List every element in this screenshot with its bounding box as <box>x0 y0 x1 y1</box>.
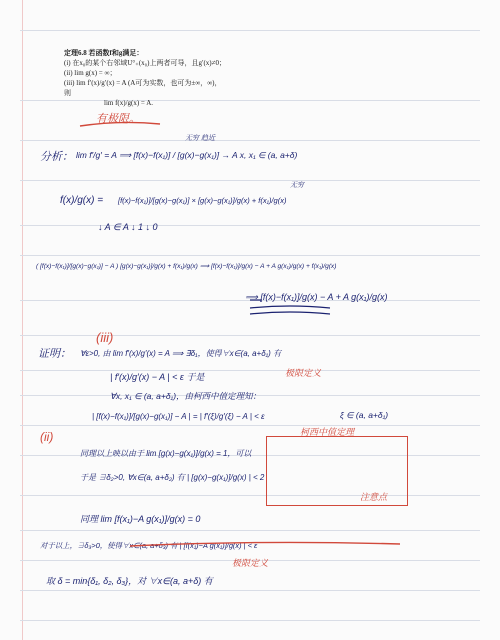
step-two: ( [f(x)−f(x₁)]/[g(x)−g(x₁)] − A ) [g(x)−g(x₁)]/g(x) + f(x₁)/g(x) ⟹ [f(x)−f(x₁)]/g(x) − A + A g(x₁)/g(x) + f(x₁)/g(x) <box>36 263 337 270</box>
condition-2: (ii) lim g(x) = ∞； <box>64 69 117 77</box>
proof-line-9: 取 δ = min{δ₁, δ₂, δ₃}，对 ∀x∈(a, a+δ) 有 <box>46 576 213 586</box>
theorem-title: 定理6.8 若函数f和g满足： <box>64 49 144 57</box>
tag-infinity: 无穷 <box>290 182 304 189</box>
tag-approach: 无穷 趋近 <box>185 135 215 142</box>
condition-1: (i) 在x₀的某个右邻域U°₊(x₀)上两者可导，且g′(x)≠0； <box>64 59 226 67</box>
note-limit-definition-2: 极限定义 <box>232 558 269 568</box>
analysis-expression: lim f′/g′ = A ⟹ [f(x)−f(x₁)] / [g(x)−g(x₁)] → A x, x₁ ∈ (a, a+δ) <box>76 150 298 160</box>
proof-line-1: ∀ε>0, 由 lim f′(x)/g′(x) = A ⟹ ∃δ₁，使得∀x∈(a, a+δ₁) 有 <box>80 349 282 358</box>
proof-line-4: | [f(x)−f(x₁)]/[g(x)−g(x₁)] − A | = | f′(ξ)/g′(ξ) − A | < ε <box>92 412 265 421</box>
then-label: 则 <box>64 89 71 97</box>
limit-arrows: ↓ A ∈ A ↓ 1 ↓ 0 <box>98 222 158 232</box>
proof-line-3: ∀x, x₁ ∈ (a, a+δ₁)，由柯西中值定理知： <box>110 391 262 401</box>
marker-ii: (ii) <box>40 430 54 444</box>
decomposition-right: [f(x)−f(x₁)]/[g(x)−g(x₁)] × [g(x)−g(x₁)]/g(x) + f(x₁)/g(x) <box>118 196 287 205</box>
conclusion: lim f(x)/g(x) = A. <box>104 99 154 107</box>
proof-line-2: | f′(x)/g′(x) − A | < ε 于是 <box>110 372 205 382</box>
xi-range: ξ ∈ (a, a+δ₁) <box>340 410 389 420</box>
analysis-label: 分析： <box>40 151 73 163</box>
marker-iii: (iii) <box>96 330 114 345</box>
decomposition-left: f(x)/g(x) = <box>60 195 104 206</box>
proof-line-7: 同理 lim [f(x₁)−A g(x₁)]/g(x) = 0 <box>80 514 201 524</box>
proof-line-6: 于是 ∃δ₂>0, ∀x∈(a, a+δ₂) 有 | [g(x)−g(x₁)]/g(x) | < 2 <box>80 473 265 482</box>
proof-label: 证明： <box>38 348 71 360</box>
step-three: ⟹ [f(x)−f(x₁)]/g(x) − A + A g(x₁)/g(x) <box>245 292 388 302</box>
condition-3: (iii) lim f′(x)/g′(x) = A (A可为实数，也可为±∞，∞)， <box>64 79 222 87</box>
note-attention: 注意点 <box>360 492 388 502</box>
note-limit-definition: 极限定义 <box>285 368 322 378</box>
note-has-limit: 有极限。 <box>96 113 140 125</box>
proof-line-8: 对于以上，∃δ₃>0，使得∀x∈(a, a+δ₃) 有 | [f(x₁)−A g(x₁)]/g(x) | < ε <box>40 541 258 550</box>
proof-line-5: 同理以上映以由于 lim [g(x)−g(x₁)]/g(x) = 1，可以 <box>80 449 252 458</box>
note-cauchy-theorem: 柯西中值定理 <box>300 427 355 437</box>
